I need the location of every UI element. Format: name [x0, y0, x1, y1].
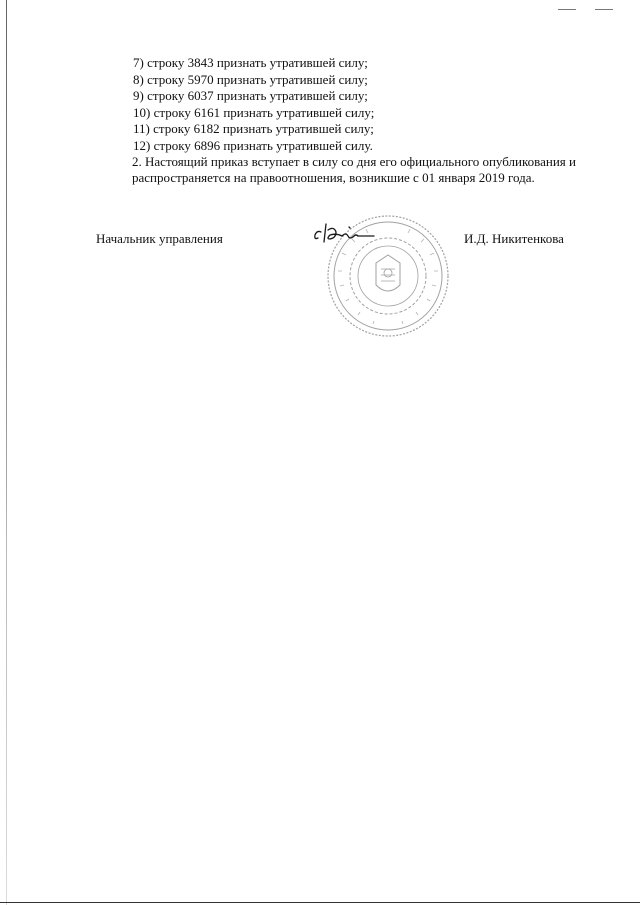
scan-edge-bottom	[0, 902, 640, 903]
list-item: 7) строку 3843 признать утратившей силу;	[133, 55, 368, 70]
list-item: 12) строку 6896 признать утратившей силу.	[133, 137, 373, 153]
paragraph-text: 2. Настоящий приказ вступает в силу со дня его официального опубликования и распространяется на правоотношения, возникшие с 01 января 2019 года.	[132, 154, 576, 185]
list-item: 8) строку 5970 признать утратившей силу;	[133, 71, 368, 87]
list-item: 9) строку 6037 признать утратившей силу;	[133, 88, 368, 103]
scan-mark	[558, 9, 576, 10]
signatory-title: Начальник управления	[96, 231, 223, 246]
list-item: 10) строку 6161 признать утратившей силу;	[133, 104, 375, 120]
scan-edge-left	[6, 0, 7, 905]
handwritten-signature	[308, 218, 378, 252]
effective-date-paragraph	[96, 154, 576, 186]
list-item: 11) строку 6182 признать утратившей силу;	[133, 121, 374, 136]
amendment-list	[133, 55, 374, 154]
signatory-name: И.Д. Никитенкова	[464, 231, 564, 246]
scan-mark	[595, 9, 613, 10]
